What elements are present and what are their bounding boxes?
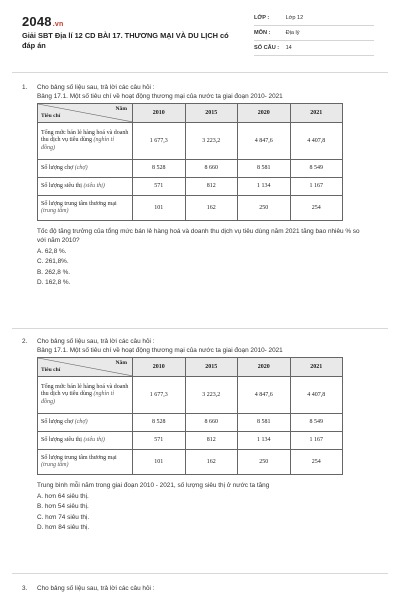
question-number: 1. — [22, 84, 28, 91]
answer-option[interactable]: C. 261,8%. — [37, 258, 69, 265]
meta-divider — [254, 55, 374, 56]
table-cell: 162 — [185, 450, 238, 475]
document-title: Giải SBT Địa lí 12 CD BÀI 17. THƯƠNG MẠI VÀ DU LỊCH có đáp án — [22, 31, 229, 50]
answer-option[interactable]: B. hơn 54 siêu thị. — [37, 503, 89, 510]
table-row — [38, 123, 343, 160]
question-intro: Cho bảng số liệu sau, trả lời các câu hỏi : — [37, 84, 155, 91]
question-stem: Tốc độ tăng trưởng của tổng mức bán lẻ hàng hoá và doanh thu dịch vụ tiêu dùng năm 2021 tăng bao nhiêu % so với năm 2010? — [37, 228, 360, 244]
corner-criteria-label: Tiêu chí — [41, 366, 61, 373]
table-corner-cell — [38, 358, 133, 377]
table-row — [38, 450, 343, 475]
meta-class — [254, 15, 303, 21]
table-cell: 3 223,2 — [185, 123, 238, 160]
answer-option[interactable]: D. hơn 84 siêu thị. — [37, 524, 90, 531]
row-label-text: Số lượng chợ — [41, 164, 74, 171]
logo-suffix: .vn — [52, 21, 64, 28]
row-label — [38, 450, 133, 475]
table-header-row — [38, 104, 343, 123]
year-header: 2015 — [185, 358, 238, 377]
table-cell: 1 134 — [238, 178, 291, 196]
table-corner-cell — [38, 104, 133, 123]
table-cell: 8 581 — [238, 160, 291, 178]
corner-year-label: Năm — [115, 360, 127, 366]
table-cell: 254 — [290, 450, 343, 475]
year-header: 2020 — [238, 358, 291, 377]
year-header: 2020 — [238, 104, 291, 123]
meta-count-key: SỐ CÂU : — [254, 45, 280, 51]
question-intro: Cho bảng số liệu sau, trả lời các câu hỏi : — [37, 585, 155, 592]
table-cell: 571 — [133, 178, 186, 196]
row-label — [38, 123, 133, 160]
row-label — [38, 196, 133, 221]
table-cell: 8 581 — [238, 414, 291, 432]
row-label-text: Số lượng siêu thị — [41, 182, 82, 189]
table-cell: 1 134 — [238, 432, 291, 450]
year-header: 2021 — [290, 358, 343, 377]
table-cell: 1 167 — [290, 178, 343, 196]
row-unit: (chợ) — [74, 164, 88, 171]
question-divider — [12, 573, 388, 574]
table-cell: 571 — [133, 432, 186, 450]
table-cell: 4 847,6 — [238, 377, 291, 414]
table-cell: 101 — [133, 196, 186, 221]
meta-class-value: Lớp 12 — [285, 15, 304, 21]
logo-text: 2048 — [22, 14, 52, 29]
row-label-text: Tổng mức bán lẻ hàng hoá và doanh thu dịch vụ tiêu dùng — [41, 383, 129, 398]
year-header: 2015 — [185, 104, 238, 123]
table-cell: 4 847,6 — [238, 123, 291, 160]
row-unit: (nghìn tỉ đồng) — [41, 391, 114, 405]
row-label — [38, 377, 133, 414]
row-label — [38, 432, 133, 450]
question-number: 3. — [22, 585, 28, 592]
table-row — [38, 196, 343, 221]
table-cell: 162 — [185, 196, 238, 221]
meta-class-key: LỚP : — [254, 15, 270, 21]
table-caption: Bảng 17.1. Một số tiêu chí về hoạt động thương mại của nước ta giai đoạn 2010- 2021 — [37, 347, 283, 354]
corner-year-label: Năm — [115, 106, 127, 112]
row-unit: (siêu thị) — [83, 436, 105, 443]
table-cell: 250 — [238, 450, 291, 475]
table-cell: 254 — [290, 196, 343, 221]
table-caption: Bảng 17.1. Một số tiêu chí về hoạt động thương mại của nước ta giai đoạn 2010- 2021 — [37, 93, 283, 100]
table-cell: 812 — [185, 432, 238, 450]
answer-option[interactable]: A. hơn 64 siêu thị. — [37, 492, 89, 500]
table-cell: 3 223,2 — [185, 377, 238, 414]
row-label-text: Số lượng trung tâm thương mại — [41, 200, 117, 207]
row-label-text: Số lượng chợ — [41, 418, 74, 425]
table-cell: 8 549 — [290, 160, 343, 178]
stats-table — [37, 103, 343, 221]
table-row — [38, 414, 343, 432]
table-cell: 101 — [133, 450, 186, 475]
meta-divider — [254, 25, 374, 26]
header-divider — [12, 72, 388, 73]
question-intro: Cho bảng số liệu sau, trả lời các câu hỏi : — [37, 338, 155, 345]
table-cell: 8 549 — [290, 414, 343, 432]
year-header: 2010 — [133, 358, 186, 377]
meta-count-value: 14 — [285, 45, 292, 51]
row-label-text: Số lượng siêu thị — [41, 436, 82, 443]
row-unit: (siêu thị) — [83, 182, 105, 189]
meta-divider — [254, 40, 374, 41]
row-label — [38, 414, 133, 432]
site-logo[interactable] — [22, 14, 63, 29]
table-cell: 4 407,8 — [290, 123, 343, 160]
answer-option[interactable]: B. 262,8 %. — [37, 268, 71, 276]
answer-option[interactable]: D. 162,8 %. — [37, 279, 71, 286]
row-unit: (nghìn tỉ đồng) — [41, 137, 114, 151]
corner-criteria-label: Tiêu chí — [41, 112, 61, 119]
meta-subject-value: Địa lý — [285, 30, 300, 36]
meta-subject-key: MÔN : — [254, 30, 271, 36]
table-cell: 4 407,8 — [290, 377, 343, 414]
row-label — [38, 178, 133, 196]
table-row — [38, 432, 343, 450]
stats-table — [37, 357, 343, 475]
table-row — [38, 377, 343, 414]
question-divider — [12, 328, 388, 329]
answer-option[interactable]: C. hơn 74 siêu thị. — [37, 513, 90, 521]
table-cell: 812 — [185, 178, 238, 196]
row-unit: (trung tâm) — [41, 462, 69, 468]
table-cell: 8 660 — [185, 160, 238, 178]
row-unit: (trung tâm) — [41, 208, 69, 214]
table-cell: 250 — [238, 196, 291, 221]
row-label-text: Tổng mức bán lẻ hàng hoá và doanh thu dịch vụ tiêu dùng — [41, 129, 129, 144]
table-row — [38, 178, 343, 196]
row-label-text: Số lượng trung tâm thương mại — [41, 454, 117, 461]
table-cell: 1 167 — [290, 432, 343, 450]
row-label — [38, 160, 133, 178]
table-header-row — [38, 358, 343, 377]
page-header — [0, 0, 400, 70]
meta-count — [254, 45, 292, 51]
year-header: 2021 — [290, 104, 343, 123]
table-cell: 1 677,3 — [133, 377, 186, 414]
table-cell: 8 660 — [185, 414, 238, 432]
year-header: 2010 — [133, 104, 186, 123]
table-cell: 8 528 — [133, 414, 186, 432]
table-cell: 8 528 — [133, 160, 186, 178]
table-cell: 1 677,3 — [133, 123, 186, 160]
question-number: 2. — [22, 338, 28, 345]
row-unit: (chợ) — [74, 418, 88, 425]
table-row — [38, 160, 343, 178]
question-stem: Trung bình mỗi năm trong giai đoạn 2010 - 2021, số lượng siêu thị ở nước ta tăng — [37, 482, 270, 489]
answer-option[interactable]: A. 62,8 %. — [37, 247, 67, 255]
meta-subject — [254, 30, 300, 36]
